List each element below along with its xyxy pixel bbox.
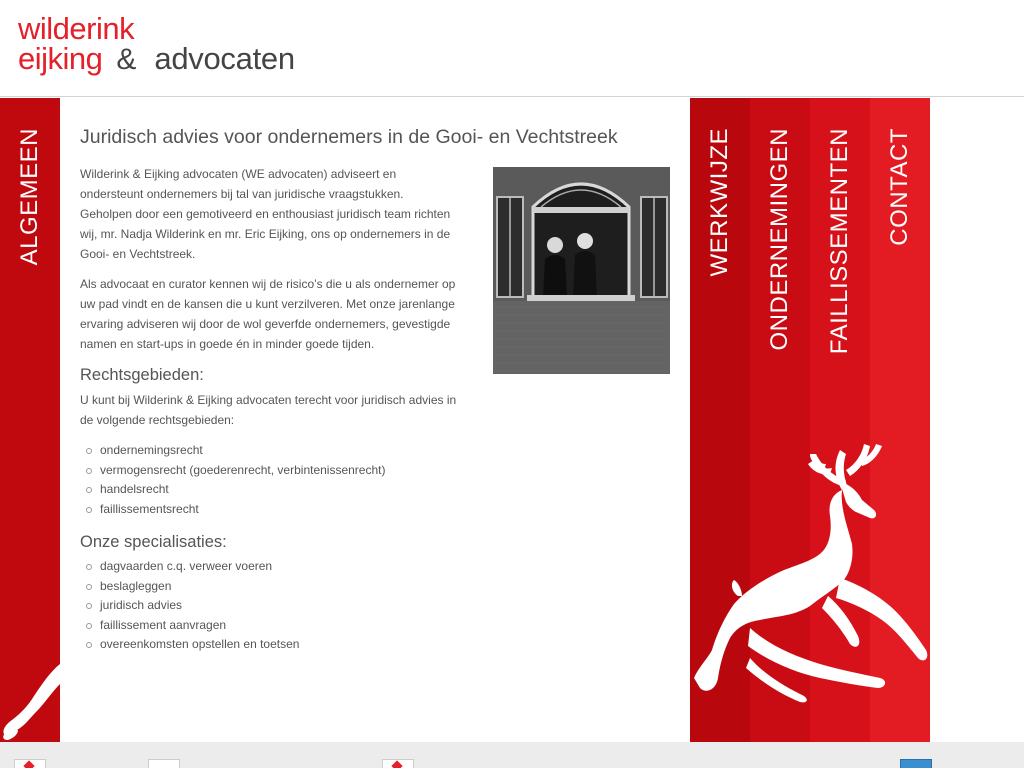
intro-paragraph: Wilderink & Eijking advocaten (WE advocaten) adviseert en ondersteunt ondernemers bij tal van juridische vraagstukken. Geholpen door een gemotiveerd en enthousiast juridisch team richten wij, mr. Nadja Wilderink en mr. Eric Eijking, ons op ondernemers in de Gooi- en Vechtstreek. [80, 167, 451, 261]
nav-tab-algemeen[interactable] [0, 98, 60, 742]
footer-logo-icon[interactable] [14, 759, 46, 768]
nav-tab-ondernemingen-label: ONDERNEMINGEN [766, 128, 793, 351]
footer-linkedin-icon[interactable] [900, 759, 932, 768]
list-item: handelsrecht [80, 480, 385, 500]
nav-tab-werkwijze-label: WERKWIJZE [706, 128, 733, 277]
rechtsgebieden-list [80, 441, 385, 519]
list-item: beslagleggen [80, 577, 299, 597]
nav-tab-contact-label: CONTACT [886, 128, 913, 246]
nav-tab-contact[interactable] [870, 98, 930, 742]
list-item: faillissement aanvragen [80, 616, 299, 636]
footer-icon[interactable] [148, 759, 180, 768]
logo-line-wilderink: wilderink [18, 11, 135, 46]
specialisaties-list [80, 557, 299, 655]
rechtsgebieden-paragraph: U kunt bij Wilderink & Eijking advocaten terecht voor juridisch advies in de volgende rechtsgebieden: [80, 393, 457, 427]
footer-logo-icon[interactable] [382, 759, 414, 768]
logo-line-eijking: eijking [18, 41, 103, 76]
specialisaties-heading: Onze specialisaties: [80, 533, 227, 551]
list-item: juridisch advies [80, 596, 299, 616]
page-title: Juridisch advies voor ondernemers in de Gooi- en Vechtstreek [80, 126, 618, 148]
nav-tab-ondernemingen[interactable] [750, 98, 810, 742]
main-content [60, 98, 690, 742]
rechtsgebieden-heading: Rechtsgebieden: [80, 366, 204, 384]
advocaat-paragraph: Als advocaat en curator kennen wij de risico’s die u als ondernemer op uw pad vindt en de kansen die u kunt verzilveren. Met onze jarenlange ervaring adviseren wij door de wol geverfde ondernemers, gevestigde namen en start-ups in goede én in minder goede tijden. [80, 277, 456, 351]
header [0, 0, 1024, 97]
nav-tab-algemeen-label: ALGEMEEN [16, 128, 43, 266]
list-item: vermogensrecht (goederenrecht, verbintenissenrecht) [80, 461, 385, 481]
logo[interactable] [18, 11, 295, 80]
list-item: overeenkomsten opstellen en toetsen [80, 635, 299, 655]
list-item: ondernemingsrecht [80, 441, 385, 461]
footer-bar [0, 742, 1024, 768]
logo-advocaten: advocaten [154, 41, 295, 76]
deer-leg-decoration [0, 662, 60, 742]
nav-tab-faillissementen[interactable] [810, 98, 870, 742]
right-navigation [690, 98, 930, 742]
list-item: faillissementsrecht [80, 500, 385, 520]
nav-tab-faillissementen-label: FAILLISSEMENTEN [826, 128, 853, 355]
logo-ampersand: & [116, 43, 137, 76]
nav-tab-werkwijze[interactable] [690, 98, 750, 742]
list-item: dagvaarden c.q. verweer voeren [80, 557, 299, 577]
team-photo [493, 167, 670, 374]
